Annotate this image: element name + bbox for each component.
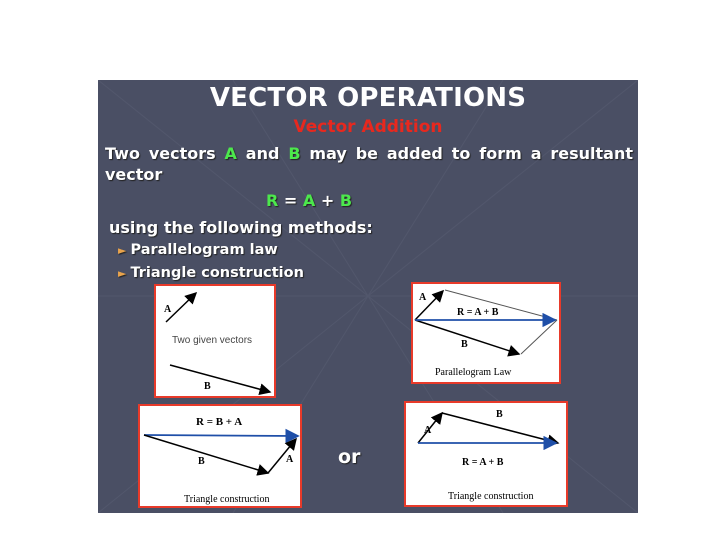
- triangle-left-vector-b: [144, 435, 268, 473]
- parallelogram-caption: Parallelogram Law: [435, 367, 512, 378]
- triangle-right-label-a: A: [424, 425, 432, 436]
- vector-b-arrow: [170, 365, 270, 392]
- figure-triangle-left: [138, 404, 302, 508]
- bullet-parallelogram: [118, 242, 278, 258]
- parallelogram-label-b: B: [461, 339, 468, 350]
- figure-parallelogram-law: [411, 282, 561, 384]
- intro-text-3: may be added to form a resultant vector: [105, 144, 633, 184]
- triangle-right-label-r: R = A + B: [462, 457, 504, 468]
- given-vectors-diagram: [156, 286, 274, 396]
- intro-paragraph: [105, 143, 633, 185]
- intro-text-1: Two vectors: [105, 144, 225, 163]
- methods-label: using the following methods:: [109, 218, 373, 237]
- bullet-parallelogram-label: Parallelogram law: [130, 242, 278, 258]
- bullet-arrow-icon: ►: [118, 244, 127, 257]
- resultant-equation: [266, 191, 352, 210]
- given-caption: Two given vectors: [172, 335, 253, 346]
- eq-equals: =: [278, 191, 303, 210]
- or-label: or: [338, 446, 361, 468]
- eq-plus: +: [315, 191, 340, 210]
- parallelogram-label-a: A: [419, 292, 427, 303]
- figure-given-vectors: [154, 284, 276, 398]
- parallelogram-edge-right: [521, 320, 557, 354]
- intro-text-2: and: [236, 144, 289, 163]
- parallelogram-diagram: [413, 284, 559, 382]
- triangle-left-diagram: [140, 406, 300, 506]
- given-label-b: B: [204, 381, 211, 392]
- triangle-right-label-b: B: [496, 409, 503, 420]
- bullet-triangle-label: Triangle construction: [130, 265, 304, 281]
- given-label-a: A: [164, 304, 172, 315]
- vector-a-label: A: [224, 144, 237, 163]
- parallelogram-label-r: R = A + B: [457, 307, 499, 318]
- slide: [98, 80, 638, 513]
- bullet-triangle: [118, 265, 304, 281]
- slide-subtitle: Vector Addition: [293, 117, 443, 137]
- triangle-left-caption: Triangle construction: [184, 494, 270, 505]
- triangle-left-resultant: [144, 435, 298, 436]
- eq-a: A: [302, 191, 316, 210]
- bullet-arrow-icon: ►: [118, 267, 127, 280]
- triangle-right-caption: Triangle construction: [448, 491, 534, 502]
- triangle-left-label-r: R = B + A: [196, 416, 243, 428]
- figure-triangle-right: [404, 401, 568, 507]
- vector-b-label: B: [288, 144, 301, 163]
- triangle-left-label-a: A: [286, 454, 294, 465]
- triangle-left-label-b: B: [198, 456, 205, 467]
- slide-title: VECTOR OPERATIONS: [209, 83, 527, 113]
- eq-r: R: [266, 191, 279, 210]
- triangle-right-diagram: [406, 403, 566, 505]
- eq-b: B: [339, 191, 353, 210]
